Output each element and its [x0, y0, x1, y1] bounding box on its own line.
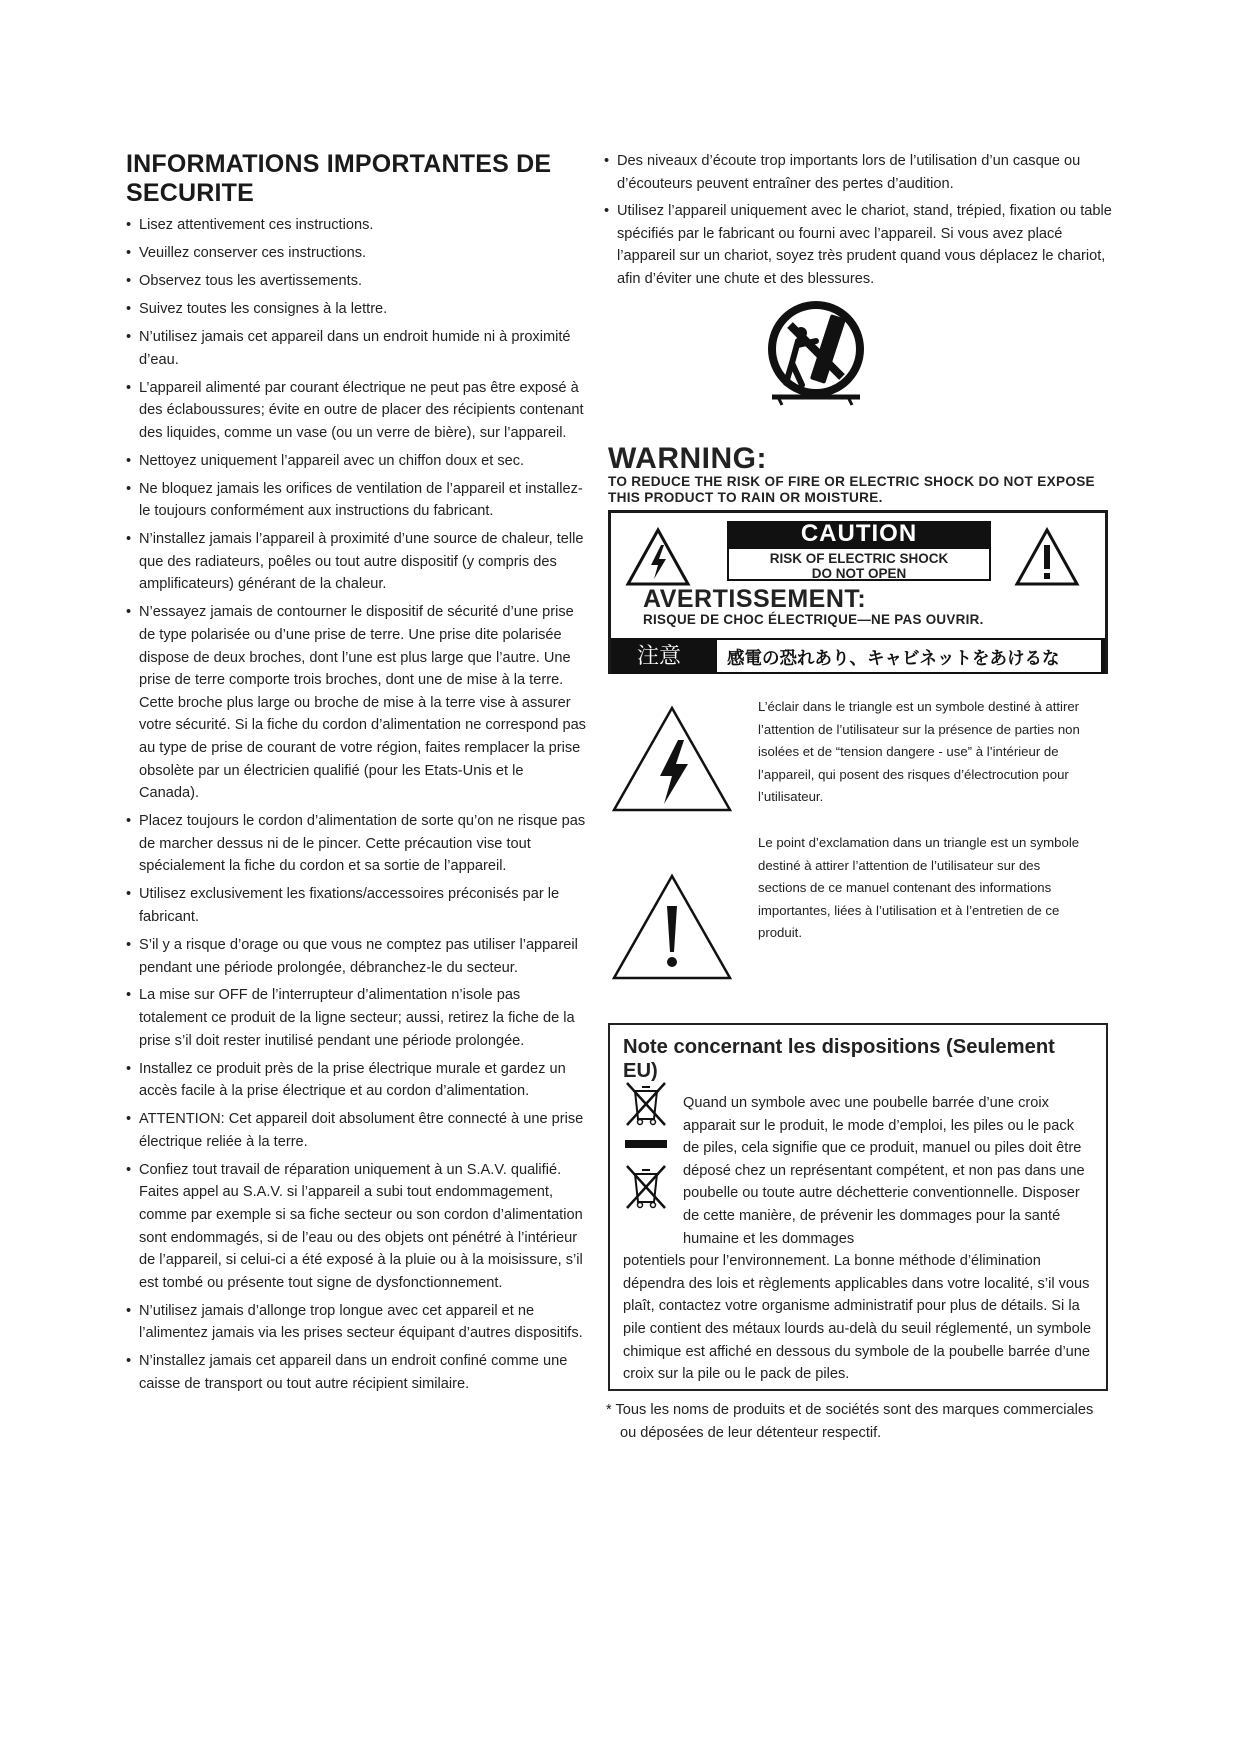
- caution-line-1: RISK OF ELECTRIC SHOCK: [769, 551, 949, 566]
- caution-line-2: DO NOT OPEN: [811, 566, 907, 581]
- crossed-bin-icon: [623, 1079, 669, 1127]
- disposal-icons: [623, 1079, 677, 1215]
- list-item: • N’installez jamais cet appareil dans un endroit confiné comme une caisse de transport ou tout autre récipient similaire.: [126, 1350, 586, 1395]
- warning-block: [608, 444, 1108, 506]
- list-item: • Des niveaux d’écoute trop importants lors de l’utilisation d’un casque ou d’écouteurs peuvent entraîner des pertes d’audition.: [604, 150, 1114, 195]
- lightning-triangle-icon: [625, 527, 691, 587]
- crossed-bin-icon: [623, 1162, 669, 1210]
- avertissement-title: AVERTISSEMENT:: [643, 585, 867, 613]
- japanese-warning-bar: [611, 638, 1105, 674]
- list-item: • S’il y a risque d’orage ou que vous ne comptez pas utiliser l’appareil pendant une période prolongée, débranchez-le du secteur.: [126, 934, 586, 979]
- list-item: • N’essayez jamais de contourner le dispositif de sécurité d’une prise de type polarisée ou d’une prise de terre. Une prise dite polarisée dispose de deux broches, dont l’une est plus large que l’autre. Une prise de terre comporte trois broches, dont une de mise à la terre. Cette broche plus large ou broche de mise à la terre vise à assurer votre sécurité. Si la fiche du cordon d’alimentation ne correspond pas au type de prise de courant de votre région, faites remplacer la prise obsolète par un électricien qualifié (pour les Etats-Unis et le Canada).: [126, 601, 586, 804]
- caution-label: [608, 510, 1108, 674]
- japanese-text: 感電の恐れあり、キャビネットをあけるな: [715, 638, 1103, 674]
- note-text-full: potentiels pour l’environnement. La bonne méthode d’élimination dépendra des lois et règlements applicables dans votre localité, s’il vous plaît, contactez votre organisme administratif pour plus de détails. Si la pile contient des métaux lourds au-delà du seuil réglementé, un symbole chimique est affiché en dessous du symbole de la poubelle barrée d’une croix sur la pile ou le pack de piles.: [623, 1253, 1092, 1383]
- list-item: • Ne bloquez jamais les orifices de ventilation de l’appareil et installez-le toujours conformément aux instructions du fabricant.: [126, 478, 586, 523]
- right-instructions-list: [604, 150, 1114, 291]
- note-title: Note concernant les dispositions (Seulement EU): [623, 1036, 1055, 1082]
- list-item: • Lisez attentivement ces instructions.: [126, 214, 586, 237]
- list-item: • La mise sur OFF de l’interrupteur d’alimentation n’isole pas totalement ce produit de la ligne secteur; aussi, retirez la fiche de la prise s’il doit rester inutilisé pendant une période prolongée.: [126, 984, 586, 1052]
- disposal-note-box: [608, 1023, 1108, 1391]
- warning-title: WARNING:: [608, 442, 767, 475]
- right-column: [604, 150, 1114, 296]
- note-text-indented: Quand un symbole avec une poubelle barrée d’une croix apparait sur le produit, le mode d’emploi, les piles ou le pack de piles, cela signifie que ce produit, manuel ou piles doit être déposé chez un représentant compétent, et non pas dans une poubelle ou toute autre déchetterie conventionnelle. Disposer de cette manière, de prévenir les dommages pour la santé humaine et les dommages: [683, 1095, 1085, 1247]
- caution-subtitle: [727, 547, 991, 581]
- cart-tip-over-warning-icon: [768, 301, 864, 411]
- list-item: • Installez ce produit près de la prise électrique murale et gardez un accès facile à la prise électrique et au cordon d’alimentation.: [126, 1058, 586, 1103]
- footnote-text: * Tous les noms de produits et de sociétés sont des marques commerciales ou déposées de leur détenteur respectif.: [606, 1402, 1094, 1441]
- lightning-triangle-icon: [610, 704, 734, 814]
- list-item: • L’appareil alimenté par courant électrique ne peut pas être exposé à des éclaboussures; évite en outre de placer des récipients contenant des liquides, comme un vase (ou un verre de bière), sur l’appareil.: [126, 377, 586, 445]
- list-item: • Confiez tout travail de réparation uniquement à un S.A.V. qualifié. Faites appel au S.A.V. si l’appareil a subi tout endommagement, comme par exemple si sa fiche secteur ou son cordon d’alimentation sont endommagés, si de l’eau ou des objets ont pénétré à l’intérieur de l’appareil, si celui-ci a été exposé à la pluie ou à la moisissure, s’il est tombé ou présente tout signe de dysfonctionnement.: [126, 1159, 586, 1295]
- avertissement-text: RISQUE DE CHOC ÉLECTRIQUE—NE PAS OUVRIR.: [643, 612, 984, 627]
- trademark-footnote: [606, 1399, 1106, 1444]
- bin-underline-bar: [625, 1140, 667, 1148]
- caution-title: CAUTION: [727, 521, 991, 547]
- list-item: • N’utilisez jamais d’allonge trop longue avec cet appareil et ne l’alimentez jamais via les prises secteur équipant d’autres dispositifs.: [126, 1300, 586, 1345]
- list-item: • ATTENTION: Cet appareil doit absolument être connecté à une prise électrique reliée à la terre.: [126, 1108, 586, 1153]
- list-item: • Observez tous les avertissements.: [126, 270, 586, 293]
- list-item: • Veuillez conserver ces instructions.: [126, 242, 586, 265]
- warning-text: TO REDUCE THE RISK OF FIRE OR ELECTRIC SHOCK DO NOT EXPOSE THIS PRODUCT TO RAIN OR MOISTURE.: [608, 474, 1095, 505]
- list-item: • Utilisez exclusivement les fixations/accessoires préconisés par le fabricant.: [126, 883, 586, 928]
- list-item: • N’installez jamais l’appareil à proximité d’une source de chaleur, telle que des radiateurs, poêles ou tout autre dispositif (y compris des amplificateurs) générant de la chaleur.: [126, 528, 586, 596]
- exclamation-triangle-icon: [610, 872, 734, 982]
- note-text: [623, 1092, 1093, 1386]
- japanese-label: 注意: [637, 643, 682, 668]
- safety-instructions-list: [126, 214, 586, 1396]
- left-column: [126, 150, 586, 1401]
- list-item: • Suivez toutes les consignes à la lettre.: [126, 298, 586, 321]
- page-title: INFORMATIONS IMPORTANTES DE SECURITE: [126, 150, 552, 207]
- list-item: • Utilisez l’appareil uniquement avec le chariot, stand, trépied, fixation ou table spécifiés par le fabricant ou fourni avec l’appareil. Si vous avez placé l’appareil sur un chariot, soyez très prudent quand vous déplacez le chariot, afin d’éviter une chute et des blessures.: [604, 200, 1114, 290]
- list-item: • Nettoyez uniquement l’appareil avec un chiffon doux et sec.: [126, 450, 586, 473]
- lightning-description: L’éclair dans le triangle est un symbole destiné à attirer l’attention de l’utilisateur sur la présence de parties non isolées et de “tension dangere - use” à l’intérieur de l’appareil, qui posent des risques d’électrocution pour l’utilisateur.: [758, 699, 1080, 804]
- exclamation-description: Le point d’exclamation dans un triangle est un symbole destiné à attirer l’attention de l’utilisateur sur des sections de ce manuel contenant des informations importantes, liées à l’utilisation et à l’entretien de ce produit.: [758, 835, 1080, 940]
- exclamation-triangle-icon: [1014, 527, 1080, 587]
- list-item: • N’utilisez jamais cet appareil dans un endroit humide ni à proximité d’eau.: [126, 326, 586, 371]
- list-item: • Placez toujours le cordon d’alimentation de sorte qu’on ne risque pas de marcher dessus ni de le pincer. Cette précaution vise tout spécialement la fiche du cordon et sa sortie de l’appareil.: [126, 810, 586, 878]
